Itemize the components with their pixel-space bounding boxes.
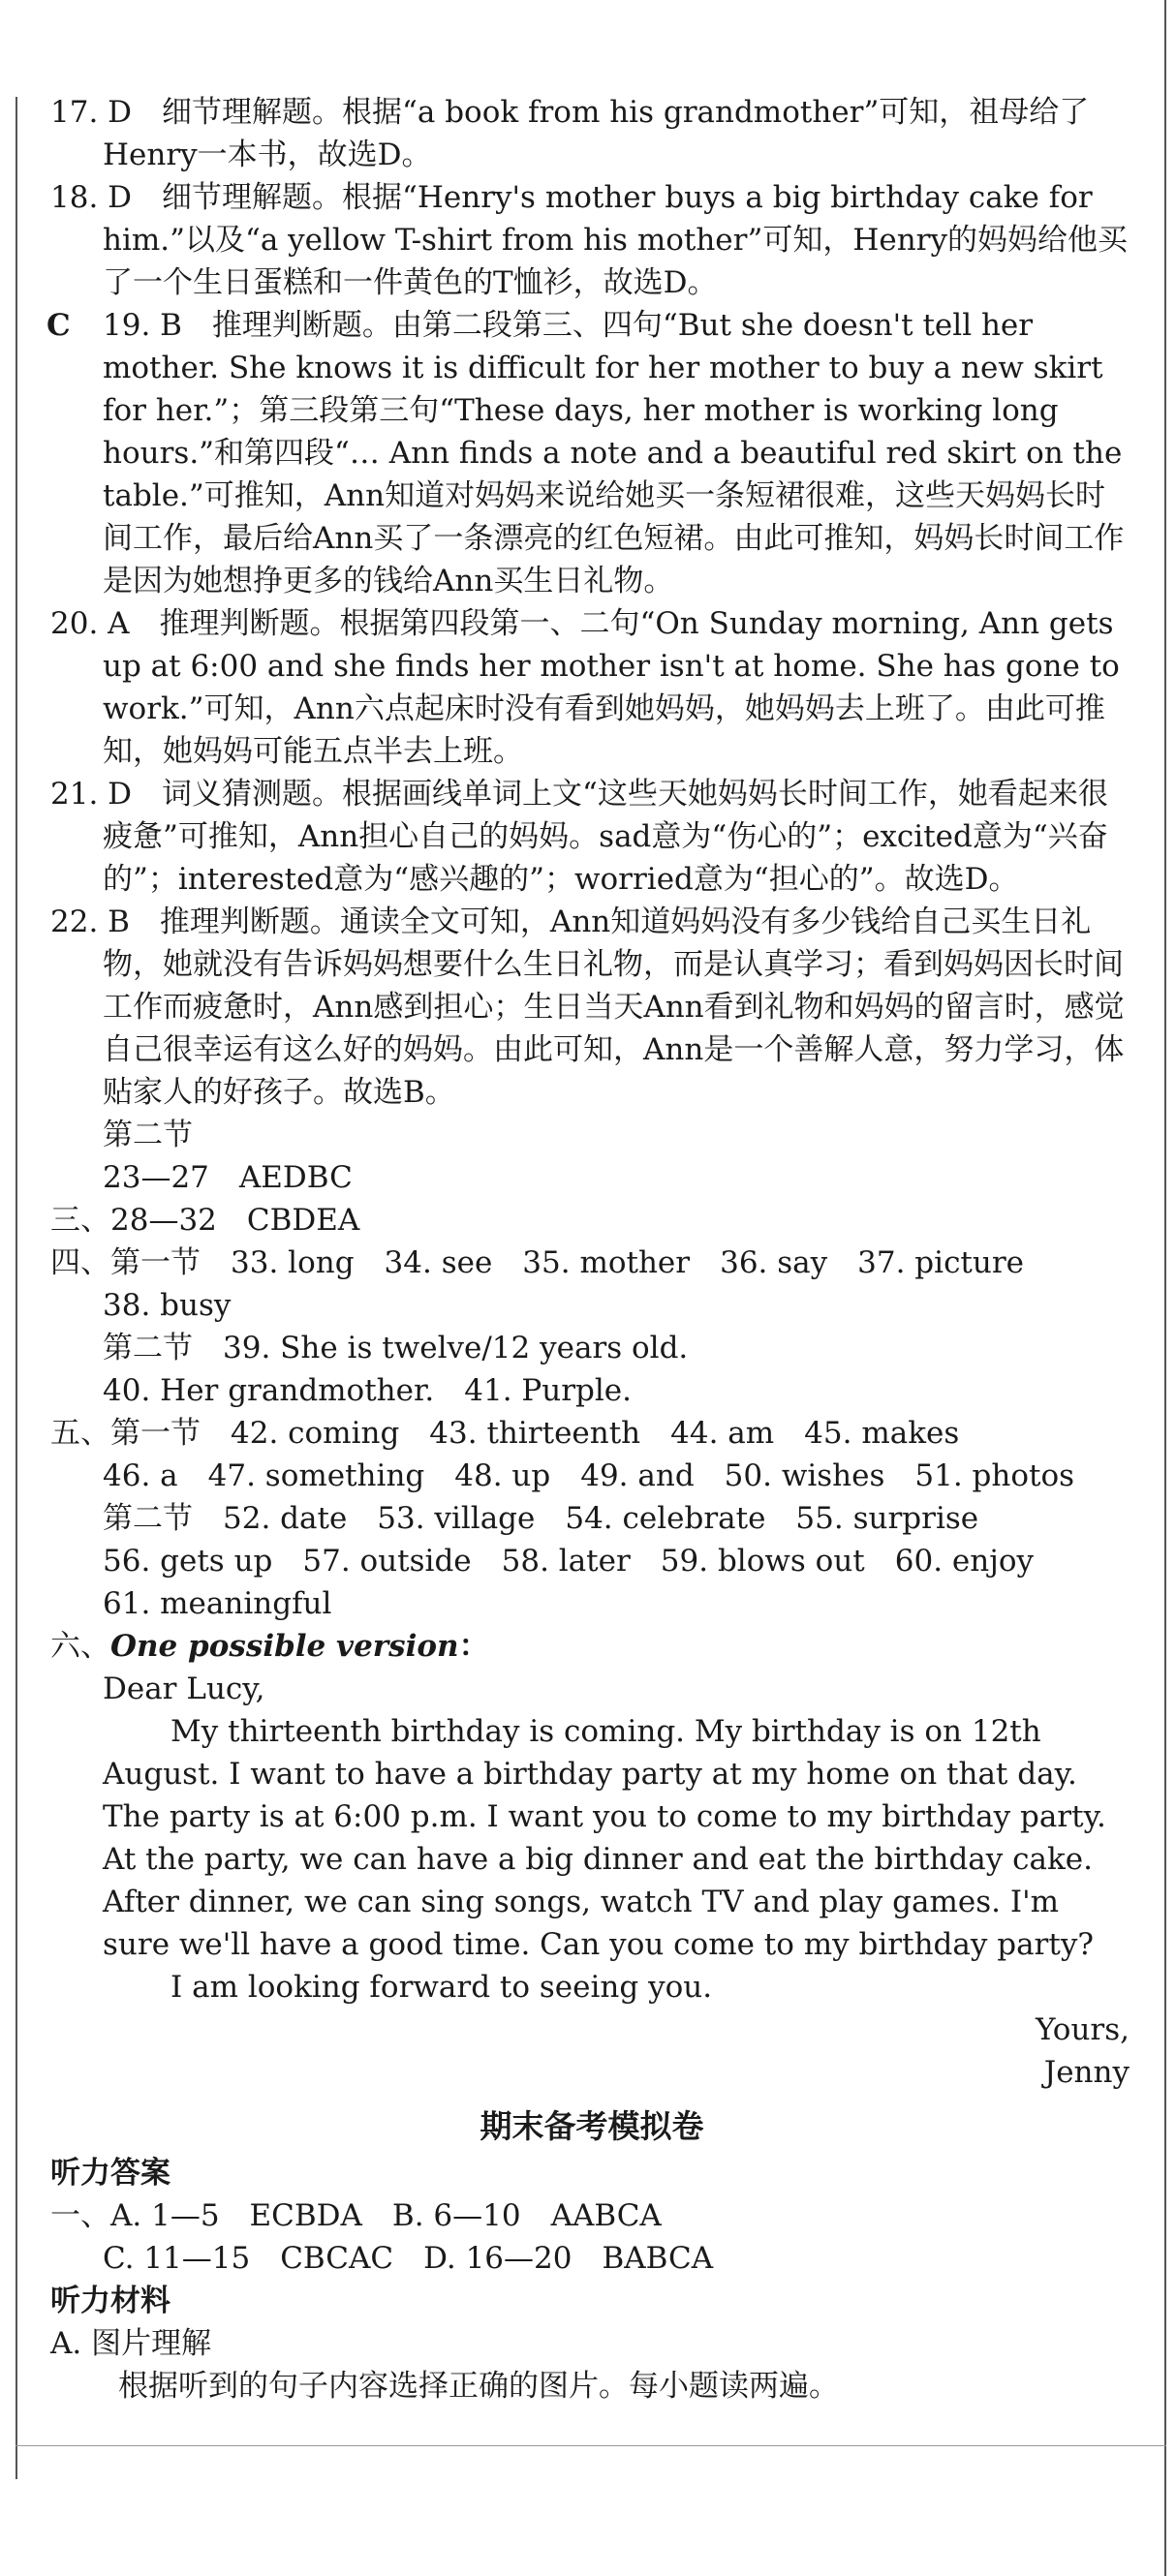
section-5-line-4: 56. gets up 57. outside 58. later 59. blows out 60. enjoy: [103, 1544, 1035, 1579]
listening-part-a: A. 图片理解: [50, 2326, 212, 2361]
listening-material-heading: 听力材料: [50, 2284, 170, 2318]
answer-key-page: [46, 91, 1133, 2407]
listening-answers-line-2: C. 11—15 CBCAC D. 16—20 BABCA: [103, 2241, 714, 2276]
answer-22: 22. B 推理判断题。通读全文可知，Ann知道妈妈没有多少钱给自己买生日礼物，她就没有告诉妈妈想要什么生日礼物，而是认真学习；看到妈妈因长时间工作而疲惫时，Ann感到担心；生日当天Ann看到礼物和妈妈的留言时，感觉自己很幸运有这么好的妈妈。由此可知，Ann是一个善解人意，努力学习，体贴家人的好孩子。故选B。: [50, 905, 1125, 1110]
answer-19-block: [46, 304, 1133, 602]
section-4-line-4: 40. Her grandmother. 41. Purple.: [103, 1373, 633, 1408]
section-5-line-5: 61. meaningful: [103, 1586, 332, 1621]
section-4-line-3: 第二节 39. She is twelve/12 years old.: [103, 1331, 689, 1365]
answer-19: 19. B 推理判断题。由第二段第三、四句“But she doesn't tell her mother. She knows it is difficult for her mother to buy a new skirt for her.”；第三段第三句“These days, her mother is working long hours.”和第四段“… Ann finds a note and a beautiful red skirt on the table.”可推知，Ann知道对妈妈来说给她买一条短裙很难，这些天妈妈长时间工作，最后给Ann买了一条漂亮的红色短裙。由此可推知，妈妈长时间工作是因为她想挣更多的钱给Ann买生日礼物。: [103, 308, 1125, 598]
section-4-line-2: 38. busy: [103, 1288, 232, 1323]
letter-sign-off: Yours,: [1036, 2012, 1130, 2047]
section-5-line-3: 第二节 52. date 53. village 54. celebrate 55. surprise: [103, 1501, 979, 1536]
final-exam-title: 期末备考模拟卷: [480, 2107, 704, 2145]
section-5-line-2: 46. a 47. something 48. up 49. and 50. wishes 51. photos: [103, 1458, 1075, 1493]
answer-17: 17. D 细节理解题。根据“a book from his grandmother”可知，祖母给了Henry一本书，故选D。: [50, 95, 1090, 172]
passage-c-marker: C: [46, 308, 71, 343]
answer-21: 21. D 词义猜测题。根据画线单词上文“这些天她妈妈长时间工作，她看起来很疲惫”可推知，Ann担心自己的妈妈。sad意为“伤心的”；excited意为“兴奋的”；interested意为“感兴趣的”；worried意为“担心的”。故选D。: [50, 777, 1108, 897]
right-margin-rule: [1164, 0, 1166, 2576]
letter-body: My thirteenth birthday is coming. My birthday is on 12th August. I want to have a birthday party at my home on that day. The party is at 6:00 p.m. I want you to come to my birthday party. At the party, we can have a big dinner and eat the birthday cake. After dinner, we can sing songs, watch TV and play games. I'm sure we'll have a good time. Can you come to my birthday party?: [103, 1714, 1106, 1962]
left-margin-rule: [15, 97, 17, 2479]
listening-answers-line-1: 一、A. 1—5 ECBDA B. 6—10 AABCA: [50, 2198, 662, 2233]
letter-salutation: Dear Lucy,: [103, 1671, 265, 1706]
letter-closing-line: I am looking forward to seeing you.: [170, 1970, 713, 2005]
section-6-colon: ：: [458, 1629, 489, 1664]
section-2-answers: 23—27 AEDBC: [103, 1160, 353, 1195]
section-6-prefix: 六、: [50, 1629, 110, 1664]
section-4-line-1: 四、第一节 33. long 34. see 35. mother 36. say 37. picture: [50, 1245, 1025, 1280]
listening-instruction: 根据听到的句子内容选择正确的图片。每小题读两遍。: [118, 2369, 839, 2404]
section-6-heading: [50, 1625, 1133, 1668]
one-possible-version-label: One possible version: [110, 1629, 459, 1664]
listening-answers-heading: 听力答案: [50, 2156, 170, 2191]
answer-20: 20. A 推理判断题。根据第四段第一、二句“On Sunday morning, Ann gets up at 6:00 and she finds her mother isn't at home. She has gone to work.”可知，Ann六点起床时没有看到她妈妈，她妈妈去上班了。由此可推知，她妈妈可能五点半去上班。: [50, 606, 1120, 769]
letter-signature: Jenny: [1043, 2055, 1130, 2090]
section-5-line-1: 五、第一节 42. coming 43. thirteenth 44. am 45. makes: [50, 1416, 960, 1451]
bottom-rule: [15, 2445, 1166, 2446]
section-3-answers: 三、28—32 CBDEA: [50, 1203, 360, 1238]
answer-18: 18. D 细节理解题。根据“Henry's mother buys a big birthday cake for him.”以及“a yellow T-shirt from his mother”可知，Henry的妈妈给他买了一个生日蛋糕和一件黄色的T恤衫，故选D。: [50, 180, 1128, 300]
section-2-title: 第二节: [103, 1118, 193, 1152]
